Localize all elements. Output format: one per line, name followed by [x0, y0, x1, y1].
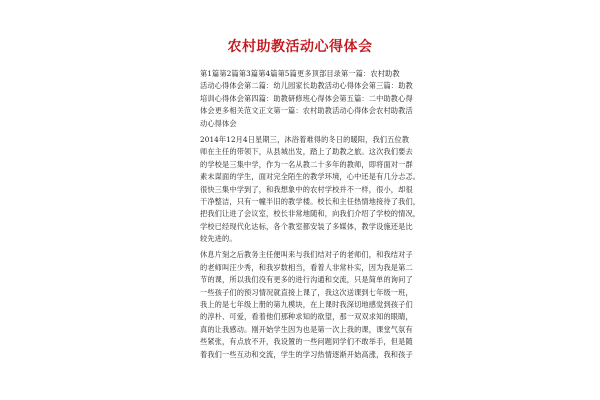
document-body: [200, 68, 421, 365]
paragraph-lesson: [200, 249, 413, 361]
text-line: 2014年12月4日星期三，沐浴着难得的冬日的暖阳，我们五位教: [200, 134, 410, 144]
paragraph-toc: [200, 68, 413, 130]
text-line: 第1篇第2篇第3篇第4篇第5篇更多顶部目录第一篇：农村助教: [200, 69, 400, 78]
text-line: 很快三集中学到了，和我想象中的农村学校并不一样，很小，却很: [200, 184, 413, 194]
text-line: 体会更多相关范文正文第一篇：农村助教活动心得体会农村助教活: [200, 106, 413, 116]
text-line: 素未谋面的学生，面对完全陌生的教学环境，心中还是有几分忐忑。: [200, 172, 421, 182]
text-line: 真的让我感动。刚开始学生因为也是第一次上我的课，课堂气氛有: [200, 324, 413, 334]
text-line: 节的课，所以我们没有更多的进行沟通和交流，只是简单的询问了: [200, 275, 413, 285]
text-line: 的老师叫汪少秀，和我岁数相当，看着人非常朴实，因为我是第二: [200, 262, 413, 272]
text-line: 些紧张，有点放不开，我设置的一些问题同学们不敢举手，但是随: [200, 337, 413, 347]
paragraph-intro: [200, 134, 421, 246]
text-line: 着我们一些互动和交流，学生的学习热情逐渐开始高涨，我和孩子: [200, 349, 413, 359]
text-line: 培训心得体会第四篇：助教研修班心得体会第五篇：二中助教心得: [200, 93, 413, 103]
text-line: 我上的是七年级上册的第九模块，在上课时我深切地感觉到孩子们: [200, 300, 413, 310]
text-line: 休息片刻之后教务主任便叫来与我们结对子的老师们，和我结对子: [200, 250, 413, 260]
text-line: 把我们让进了会议室，校长非常地随和，向我们介绍了学校的情况，: [200, 209, 421, 219]
text-line: 干净整洁，只有一幢半旧的教学楼。校长和主任热情地接待了我们，: [200, 196, 421, 206]
text-line: 一些孩子们的预习情况就直接上课了，我这次送课到七年级一班，: [200, 287, 413, 297]
text-line: 动心得体会: [200, 118, 237, 128]
text-line: 师在主任的带领下，从县城出发，踏上了助教之旅。这次我们要去: [200, 147, 413, 157]
text-line: 活动心得体会第二篇：幼儿园家长助教活动心得体会第三篇：助教: [200, 81, 413, 91]
text-line: 的学校是三集中学，作为一名从教二十多年的教师，即将面对一群: [200, 159, 413, 169]
text-line: 的淳朴、可爱，看着他们那种求知的欲望，那一双双求知的眼睛，: [200, 312, 413, 322]
text-line: 较先进的。: [200, 234, 237, 244]
text-line: 学校已经现代化达标，各个教室都安装了多媒体，教学设施还是比: [200, 221, 413, 231]
document-title: 农村助教活动心得体会: [227, 39, 373, 55]
